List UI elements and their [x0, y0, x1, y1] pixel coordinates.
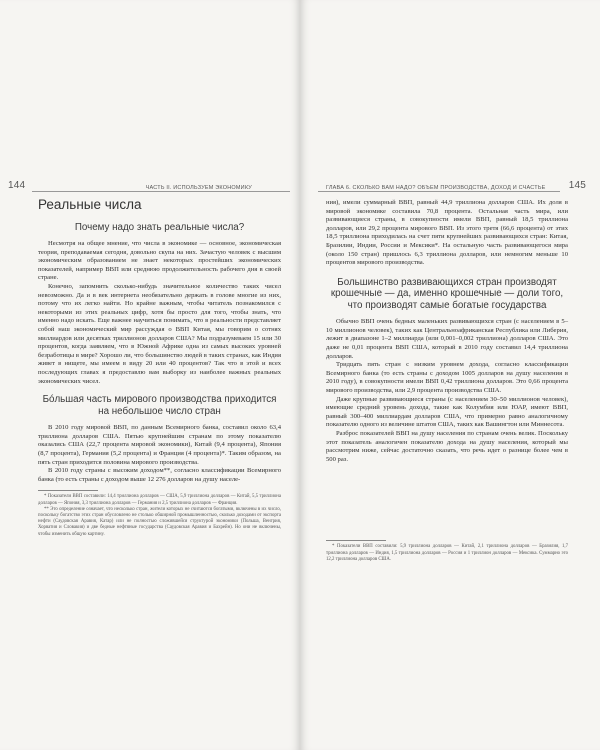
running-header [300, 180, 600, 195]
subsection-title: Почему надо знать реальные числа? [74, 221, 245, 233]
paragraph: Даже крупные развивающиеся страны (с населением 30–50 миллионов человек), имеющие средний уровень дохода, такие как Колумбия или ЮАР, имеют ВВП, равный 300–400 миллиардам долларов США, что примерно равно аналогичному показателю одного из величине штатов США, таких как Вашингтон или Миннесота. [326, 395, 568, 429]
running-head-text: ГЛАВА 6. СКОЛЬКО ВАМ НАДО? ОБЪЕМ ПРОИЗВОДСТВА, ДОХОД И СЧАСТЬЕ [326, 185, 546, 191]
subsection-title: Бóльшая часть мирового производства приходится на небольшое число стран [42, 394, 277, 417]
header-rule [318, 191, 560, 192]
running-head-text: ЧАСТЬ II. ИСПОЛЬЗУЕМ ЭКОНОМИКУ [145, 185, 252, 191]
paragraph: Несмотря на общее мнение, что числа в экономике — основное, экономическая теория, преподаваемая сегодня, довольно скупа на них. Зачастую человек с высшим экономическим образованием не знает некоторых простейших экономических показателей, например ВВП или среднюю продолжительность рабочего дня в своей стране. [38, 240, 281, 282]
footnote-rule [38, 490, 98, 491]
paragraph: Обычно ВВП очень бедных маленьких развивающихся стран (с населением в 5–10 миллионов человек), таких как Центральноафриканская Республика или Либерия, лежит в диапазоне 1–2 миллиарда (или 0,001–0,002 триллиона) долларов США. Это даже не 0,01 процента ВВП США, который в 2010 году составил 14,4 триллиона долларов. [326, 318, 568, 360]
footnote: * Показатели ВВП составили: 5,9 триллиона долларов — Китай, 2,1 триллиона долларов — Бразилия, 1,7 триллиона долларов — Индия, 1,5 триллиона долларов — Россия и 1 триллион долларов — Мексика. Суммарно это 12,2 триллиона долларов США. [326, 544, 568, 562]
paragraph: В 2010 году мировой ВВП, по данным Всемирного банка, составил около 63,4 триллиона долларов США. Пятью крупнейшим странам по этому показателю оказались США (22,7 процента мировой экономики), Китай (9,4 процента), Япония (8,7 процента), Германия (5,2 процента) и Франция (4 процента)*. Таким образом, на пять стран приходится половина мирового производства. [38, 424, 281, 466]
page-number: 144 [8, 180, 26, 191]
subsection-title: Большинство развивающихся стран производят крошечные — да, именно крошечные — доли того, что производят самые богатые государства [330, 276, 564, 311]
footnote-rule [326, 540, 386, 541]
paragraph: ния), имели суммарный ВВП, равный 44,9 триллиона долларов США. Их доля в мировой экономике составила 70,8 процента. Остальная часть мира, или развивающиеся страны, в совокупности имели ВВП, равный 18,5 триллиона долларов, или 29,2 процента мирового ВВП. Из этого третя (66,6 процента) от этих 18,5 триллиона приходилась на счет пяти крупнейших развивающихся стран: Китая, Бразилии, Индии, России и Мексики*. На остальную часть развивающегося мира (около 150 стран) пришлось 6,3 триллиона долларов, или немногим меньше 10 процентов мирового производства. [326, 199, 568, 267]
right-text-column [326, 199, 568, 563]
paragraph: Конечно, запомнить сколько-нибудь значительное количество таких чисел невозможно. Да и в век интернета необязательно держать в голове многие из них, потому что их легко найти. Но крайне важным, чтобы читатель познакомился с некоторыми из этих реальных цифр, хотя бы просто для того, чтобы знать, что именно надо искать. Еще важнее научиться понимать, что в реальности представляет собой наш экономический мир рассуждая о ВВП Китая, мы говорим о сотнях миллиардов или десятках триллионов долларов США? Мы подразумеваем 15 или 30 процентов, когда заявляем, что в Южной Африке одна из самых высоких уровней безработицы в мире? Хорошо ли, что большинство людей в таких странах, как Индия живет в нищете, мы имеем в виду 20 или 40 процентов? Так что в этой и всех последующих главах я предоставлю вам выборку из наиболее важных реальных экономических чисел. [38, 283, 281, 385]
left-text-column [38, 197, 281, 538]
running-header [0, 180, 300, 195]
right-page [300, 0, 600, 750]
page-number: 145 [568, 180, 586, 191]
paragraph: Тридцать пять стран с низким уровнем дохода, согласно классификации Всемирного банка (то есть страны с доходом 1005 долларов на душу населения в 2010 году), в совокупности имели ВВП 0,42 триллиона долларов. Это 0,66 процента мирового производства, или 2,9 процента производства США. [326, 361, 568, 394]
footnote: ** Это определение означает, что несколько стран, жители которых не считаются богатыми, включены в их число, поскольку богатство этих стран обусловлено не столько обширной промышленностью, сколько доходами от экспорта нефти (Саудовская Аравия, Катар) или не полностью сложившейся структурой экономики (Польша, Венгрия, Хорватия и Словакия) и две бедные нефтяные государства (Саудовская Аравия и Бахрейн). Но они не включены, чтобы изменить общую картину. [38, 506, 281, 537]
paragraph: В 2010 году страны с высоким доходом**, согласно классификации Всемирного банка (то есть страны с доходом выше 12 276 долларов на душу населе- [38, 467, 281, 483]
header-rule [32, 191, 290, 192]
footnote: * Показатели ВВП составили: 14,4 триллиона долларов — США, 5,9 триллиона долларов — Китай, 5,5 триллиона долларов — Япония, 3,3 триллиона долларов — Германия и 2,5 триллиона долларов — Франция. [38, 494, 281, 506]
paragraph: Разброс показателей ВВП на душу населения по странам очень велик. Поскольку этот показатель аналогичен показателю дохода на душу населения, который мы рассмотрим ниже, сейчас достаточно сказать, что речь идет о разнице более чем в 500 раз. [326, 429, 568, 463]
section-title: Реальные числа [38, 197, 142, 212]
